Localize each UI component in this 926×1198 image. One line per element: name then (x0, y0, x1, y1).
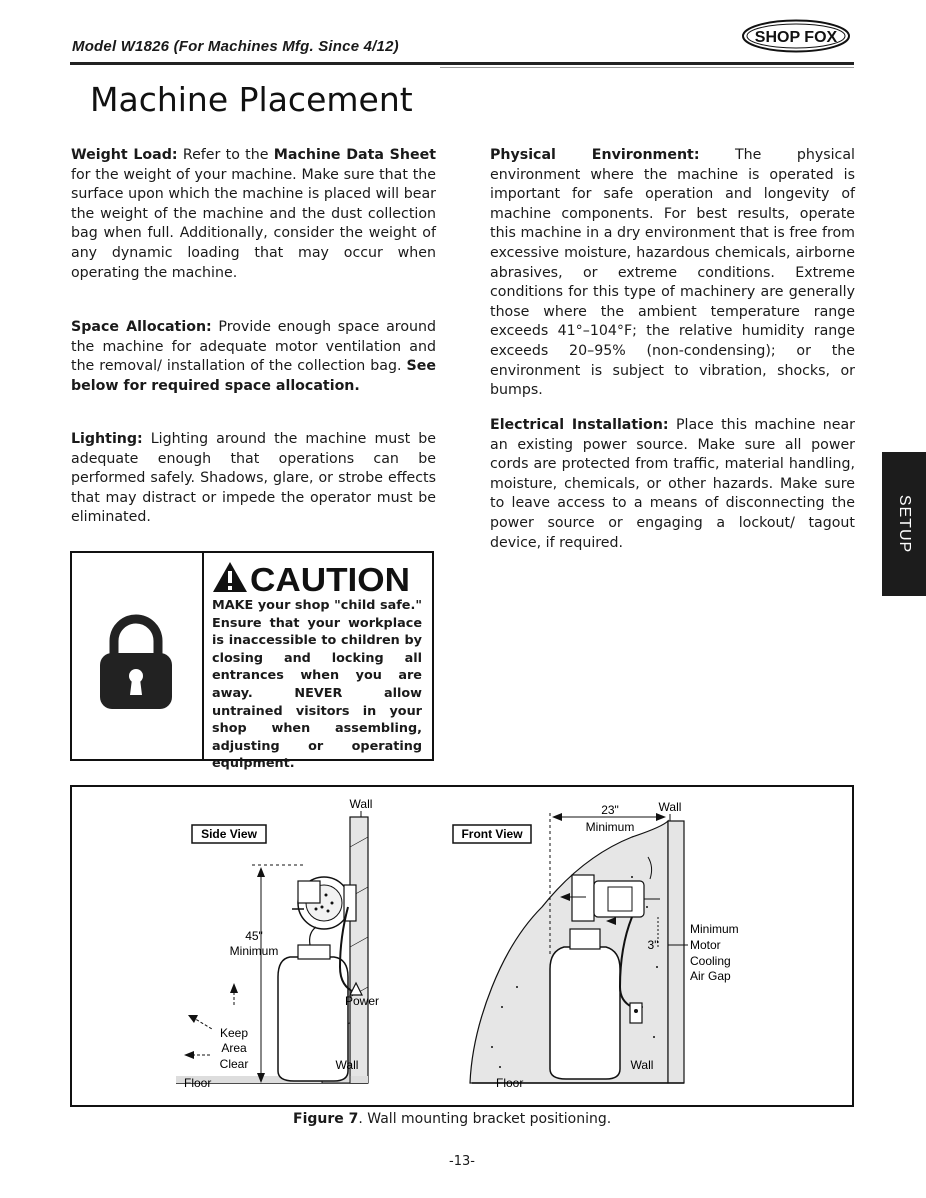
keep-area-line-2: Area (221, 1041, 247, 1055)
physical-environment-label: Physical Environment: (490, 147, 700, 163)
figure-7-box (70, 785, 854, 1107)
gap-line-4: Air Gap (690, 969, 731, 983)
electrical-installation-paragraph (490, 416, 855, 553)
front-lower-wall-label: Wall (630, 1058, 654, 1072)
page-title: Machine Placement (90, 80, 413, 119)
setup-side-tab-label: SETUP (896, 494, 913, 554)
electrical-installation-label: Electrical Installation: (490, 417, 669, 433)
caution-heading: CAUTION (250, 561, 410, 595)
machine-data-sheet-ref: Machine Data Sheet (273, 147, 437, 163)
front-floor-label: Floor (496, 1076, 524, 1090)
caution-text: MAKE your shop "child safe." Ensure that your workplace is inaccessible to children by closing and locking all entrances when you are away. NEVER allow untrained visitors in your shop when assembling, adjusting or operating equipment. (212, 598, 422, 772)
caution-header (210, 559, 430, 595)
keep-area-line-3: Clear (219, 1057, 249, 1071)
header-rule (70, 62, 854, 65)
space-allocation-note: See below for required space allocation. (71, 358, 436, 394)
side-floor-label: Floor (184, 1076, 212, 1090)
weight-load-text-2: for the weight of your machine. Make sure that the surface upon which the machine is placed will bear the weight of the machine and the dust collection bag when full. Additionally, consider the weight of any dynamic loading that may occur when operating the machine. (71, 166, 436, 281)
weight-load-text-1: Refer to the (177, 147, 274, 163)
side-lower-wall-label: Wall (335, 1058, 359, 1072)
header-rule-thin (440, 67, 854, 68)
figure-caption-label: Figure 7 (293, 1111, 359, 1127)
side-view-label: Side View (201, 827, 257, 841)
space-allocation-paragraph (71, 318, 436, 396)
caution-divider (202, 553, 204, 759)
electrical-installation-text: Place this machine near an existing power source. Make sure all power cords are protected from traffic, material handling, moisture, chemicals, or other hazards. Make sure to leave access to a means of disconnecting the power source or engaging a lockout/ tagout device, if required. (490, 417, 855, 551)
figure-caption (293, 1111, 611, 1127)
document-model-header: Model W1826 (For Machines Mfg. Since 4/12) (72, 38, 399, 55)
width-unit: Minimum (585, 820, 635, 834)
gap-line-3: Cooling (690, 954, 731, 968)
front-view-label: Front View (461, 827, 523, 841)
side-wall-label: Wall (349, 797, 373, 811)
gap-line-1: Minimum (690, 922, 739, 936)
space-allocation-text: Provide enough space around the machine for adequate motor ventilation and the removal/ installation of the collection bag. (71, 319, 436, 375)
wall-mounting-diagram (72, 787, 852, 1105)
lighting-label: Lighting: (71, 431, 143, 447)
weight-load-paragraph (71, 146, 436, 283)
power-label: Power (344, 994, 380, 1008)
shop-fox-logo (741, 19, 851, 53)
keep-area-line-1: Keep (219, 1026, 249, 1040)
setup-side-tab (882, 452, 926, 596)
physical-environment-text: The physical environment where the machine is operated is important for safe operation and longevity of machine components. For best results, operate this machine in a dry environment that is free from excessive moisture, hazardous chemicals, airborne abrasives, or extreme conditions. Extreme conditions for this type of machinery are generally those where the ambient temperature range exceeds 41°–104°F; the relative humidity range exceeds 20–95% (non-condensing); or the environment is subject to vibration, shocks, or bumps. (490, 147, 855, 399)
side-wall (350, 817, 368, 1083)
lighting-paragraph (71, 430, 436, 528)
page-number: -13- (449, 1154, 475, 1169)
front-wall-label: Wall (658, 800, 682, 814)
width-value: 23" (601, 803, 619, 817)
gap-line-2: Motor (690, 938, 721, 952)
padlock-icon (96, 613, 176, 709)
front-wall (668, 821, 684, 1083)
gap-value: 3" (647, 938, 659, 952)
physical-environment-paragraph (490, 146, 855, 401)
figure-caption-text: . Wall mounting bracket positioning. (358, 1111, 612, 1127)
caution-box (70, 551, 434, 772)
space-allocation-label: Space Allocation: (71, 319, 212, 335)
weight-load-label: Weight Load: (71, 147, 178, 163)
height-unit: Minimum (229, 944, 279, 958)
height-value: 45" (245, 929, 263, 943)
lighting-text: Lighting around the machine must be adequate enough that operations can be performed safely. Shadows, glare, or strobe effects that may distract or impede the operator must be eliminated. (71, 431, 436, 526)
logo-text: SHOP FOX (754, 29, 838, 46)
